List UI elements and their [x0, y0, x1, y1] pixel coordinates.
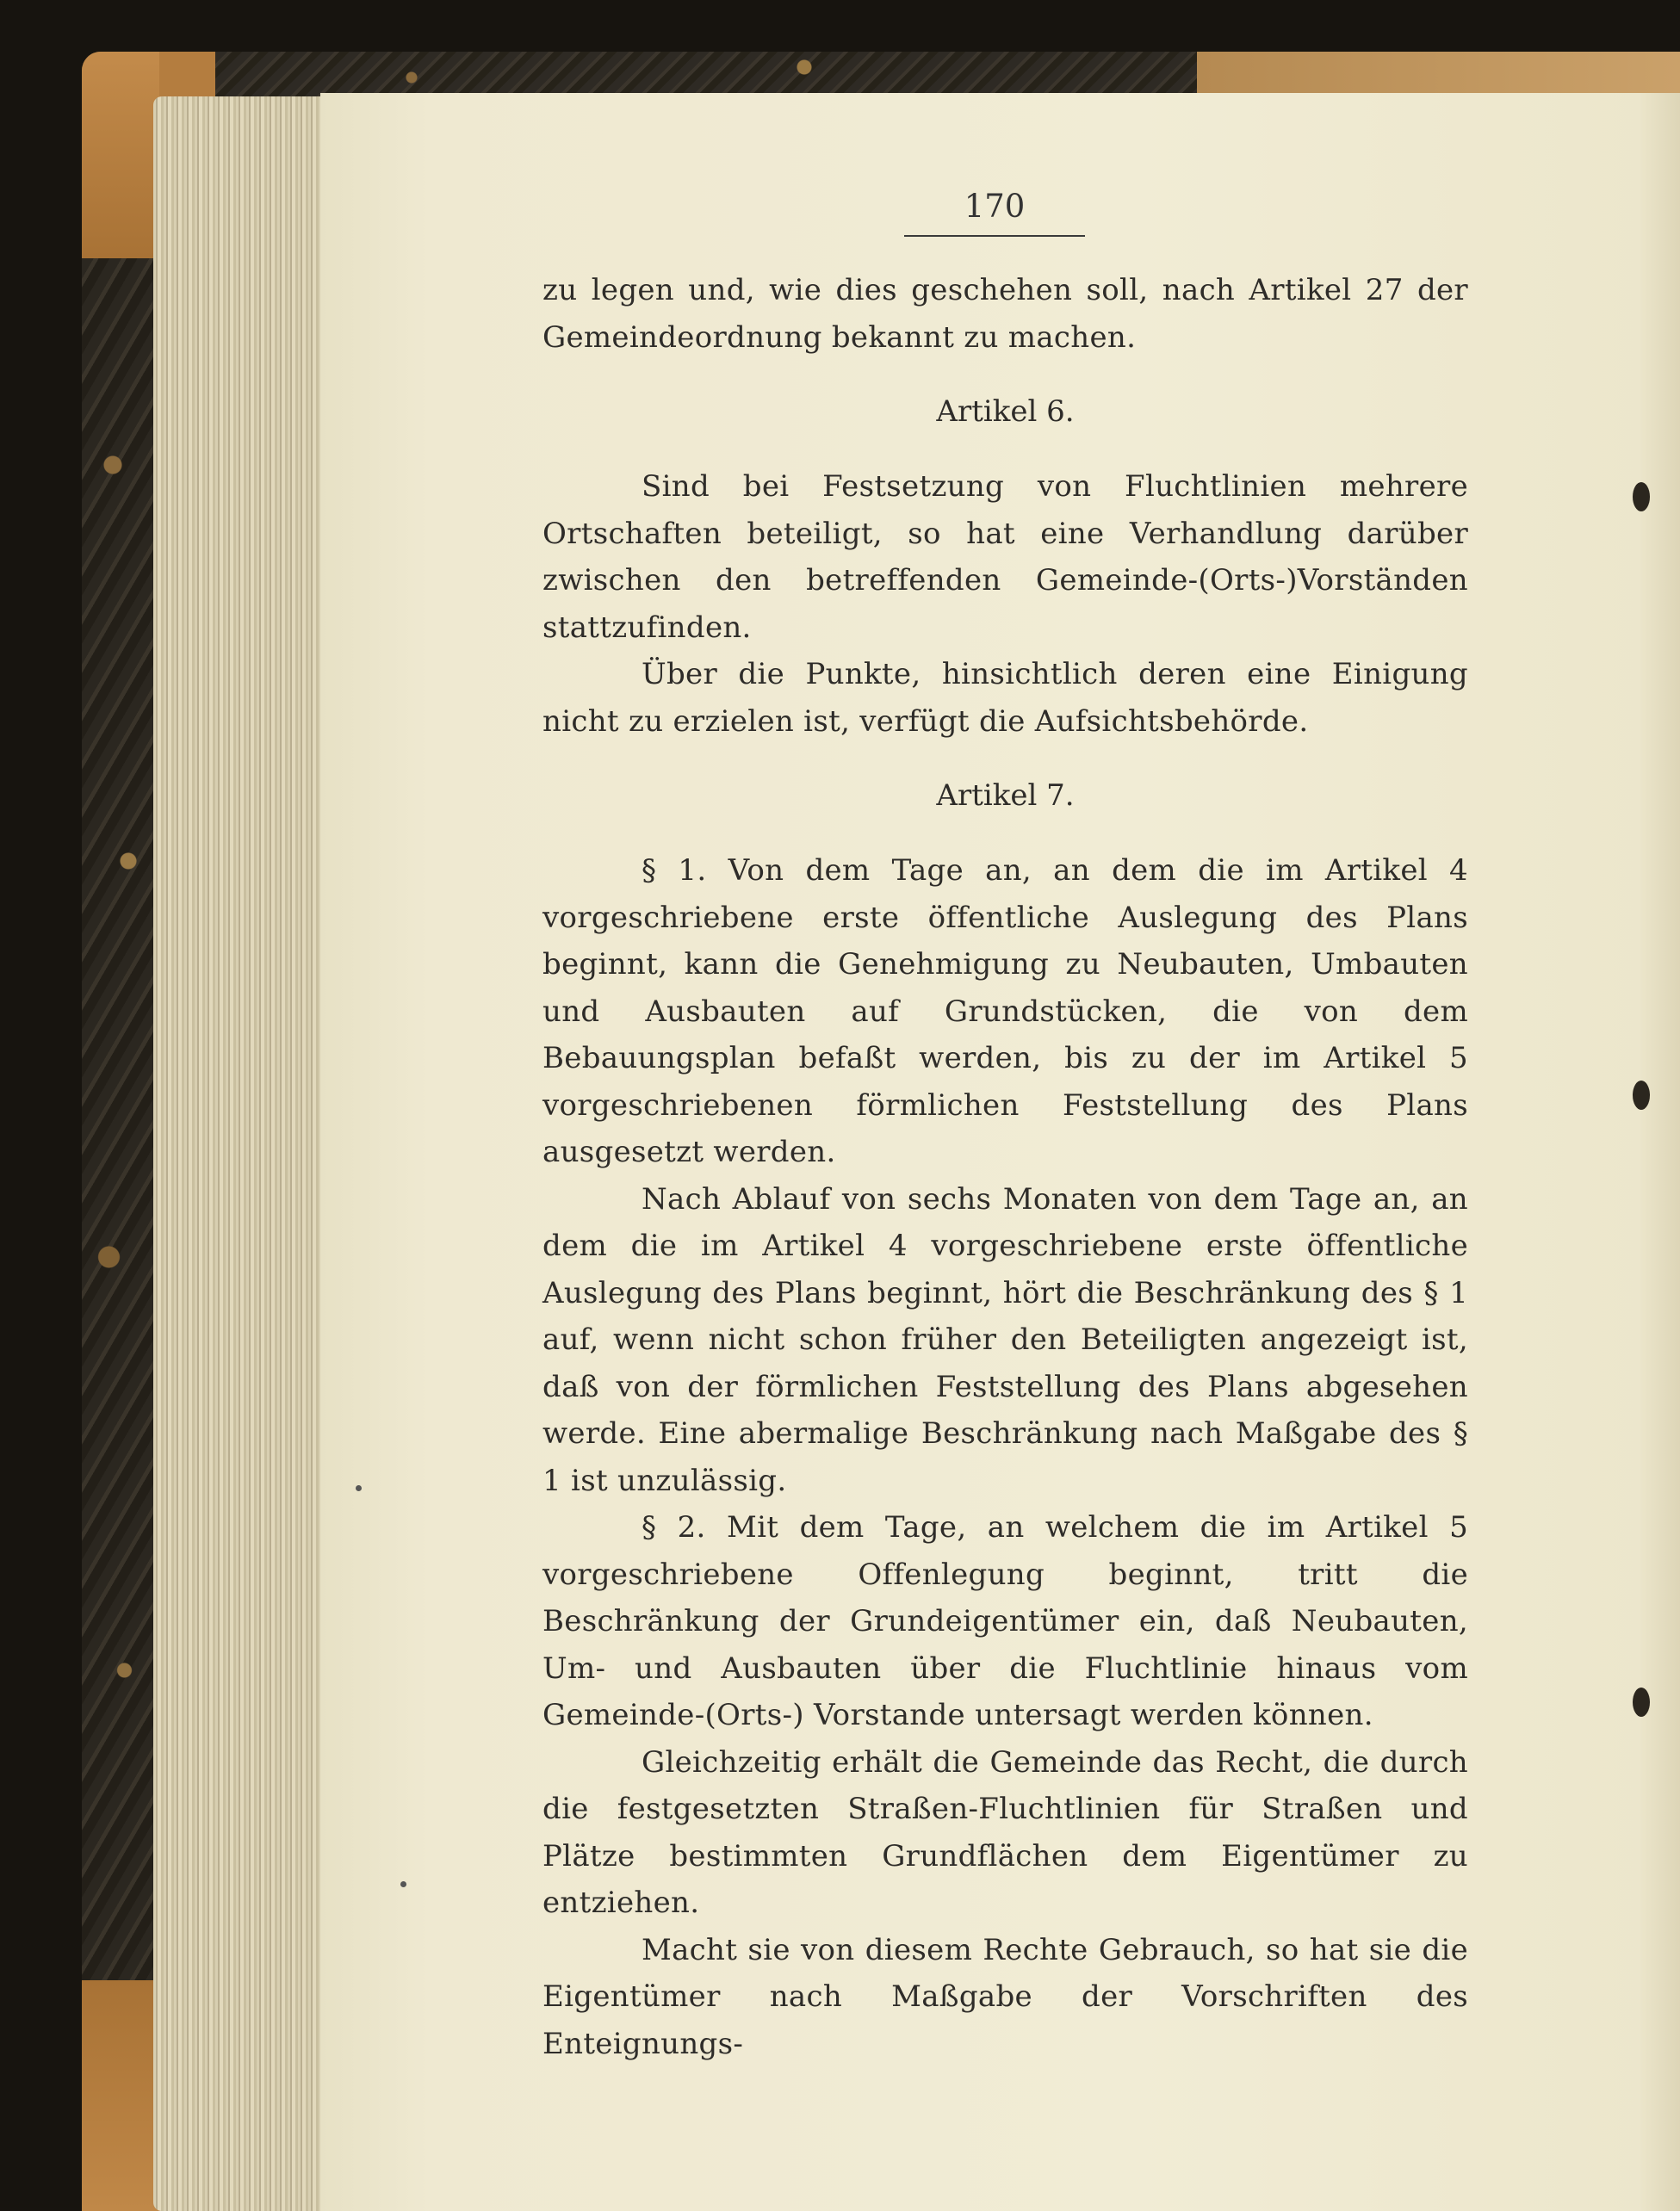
- page-number: 170: [964, 188, 1026, 225]
- binding-hole: [1633, 482, 1650, 511]
- page-body: [542, 267, 1468, 2067]
- paragraph: § 1. Von dem Tage an, an dem die im Artikel 4 vorgeschriebene erste öffentliche Auslegung des Plans beginnt, kann die Genehmigung zu Neubauten, Umbauten und Ausbauten auf Grundstücken, die von dem Bebauungsplan befaßt werden, bis zu der im Artikel 5 vorgeschriebenen förmlichen Feststellung des Plans ausgesetzt werden.: [542, 853, 1468, 1169]
- header-rule: [904, 235, 1085, 237]
- paragraph: Macht sie von diesem Rechte Gebrauch, so hat sie die Eigentümer nach Maßgabe der Vorschriften des Enteignungs-: [542, 1932, 1468, 2061]
- page-speck: [356, 1485, 362, 1491]
- section-heading: Artikel 6.: [936, 394, 1075, 429]
- paragraph: Sind bei Festsetzung von Fluchtlinien mehrere Ortschaften beteiligt, so hat eine Verhandlung darüber zwischen den betreffenden Gemeinde-(Orts-)Vorständen stattzufinden.: [542, 469, 1468, 645]
- binding-hole: [1633, 1081, 1650, 1110]
- binding-hole: [1633, 1688, 1650, 1717]
- paragraph: Nach Ablauf von sechs Monaten von dem Tage an, an dem die im Artikel 4 vorgeschriebene erste öffentliche Auslegung des Plans beginnt, hört die Beschränkung des § 1 auf, wenn nicht schon früher den Beteiligten angezeigt ist, daß von der förmlichen Feststellung des Plans abgesehen werde. Eine abermalige Beschränkung nach Maßgabe des § 1 ist unzulässig.: [542, 1181, 1468, 1498]
- paragraph: zu legen und, wie dies geschehen soll, nach Artikel 27 der Gemeindeordnung bekannt zu machen.: [542, 273, 1468, 355]
- paragraph: Gleichzeitig erhält die Gemeinde das Recht, die durch die festgesetzten Straßen-Fluchtlinien für Straßen und Plätze bestimmten Grundflächen dem Eigentümer zu entziehen.: [542, 1744, 1468, 1920]
- section-heading: Artikel 7.: [936, 778, 1075, 813]
- page-edges: [153, 96, 325, 2211]
- page-speck: [400, 1881, 406, 1887]
- paragraph: Über die Punkte, hinsichtlich deren eine Einigung nicht zu erzielen ist, verfügt die Aufsichtsbehörde.: [542, 657, 1468, 739]
- page-right-edge: [1640, 93, 1680, 2211]
- leather-corner-bottom: [82, 1980, 159, 2211]
- leather-corner-top: [82, 52, 159, 258]
- marbled-cover-left: [82, 258, 159, 1980]
- paragraph: § 2. Mit dem Tage, an welchem die im Artikel 5 vorgeschriebene Offenlegung beginnt, tritt die Beschränkung der Grundeigentümer ein, daß Neubauten, Um- und Ausbauten über die Fluchtlinie hinaus vom Gemeinde-(Orts-) Vorstande untersagt werden können.: [542, 1510, 1468, 1732]
